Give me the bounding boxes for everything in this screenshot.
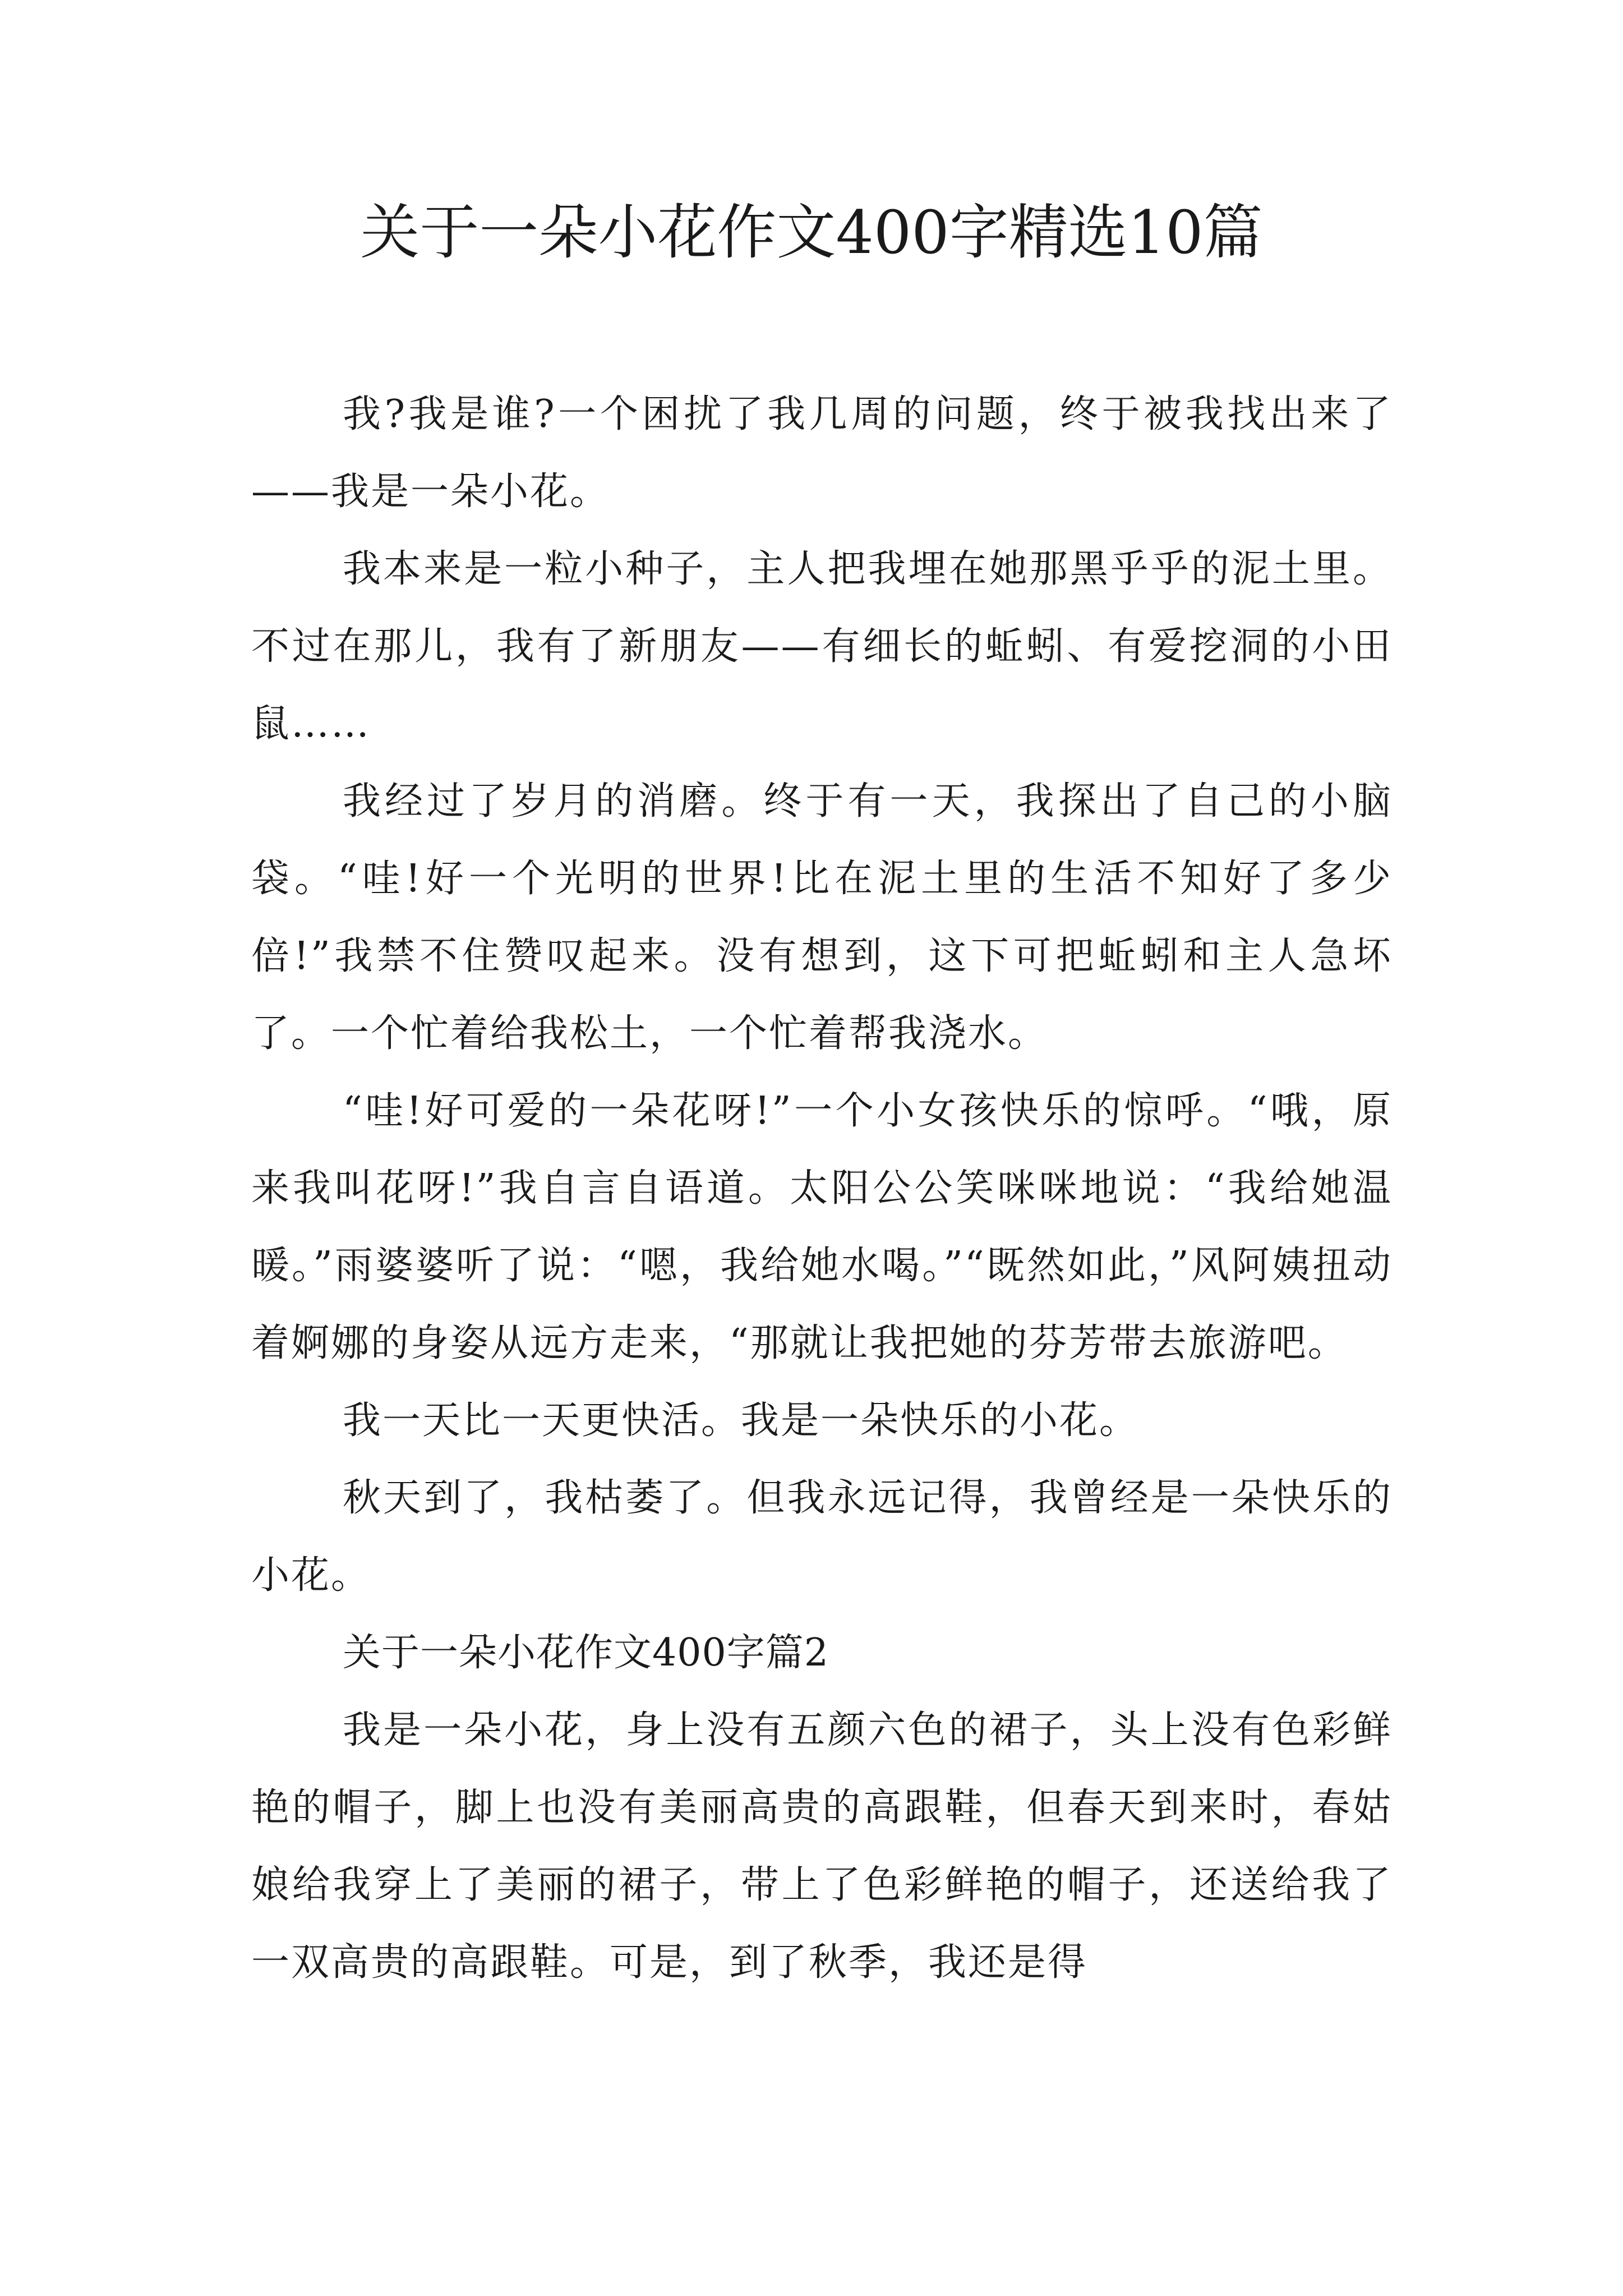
paragraph: 我?我是谁?一个困扰了我几周的问题，终于被我找出来了——我是一朵小花。 (251, 392, 1393, 514)
paragraph: 我一天比一天更快活。我是一朵快乐的小花。 (343, 1398, 1140, 1443)
section-heading: 关于一朵小花作文400字篇2 (343, 1631, 829, 1675)
document-body (251, 376, 1393, 2001)
paragraph: 我本来是一粒小种子，主人把我埋在她那黑乎乎的泥土里。不过在那儿，我有了新朋友——有细长的蚯蚓、有爱挖洞的小田鼠…… (251, 547, 1393, 746)
paragraph: 我是一朵小花，身上没有五颜六色的裙子，头上没有色彩鲜艳的帽子，脚上也没有美丽高贵的高跟鞋，但春天到来时，春姑娘给我穿上了美丽的裙子，带上了色彩鲜艳的帽子，还送给我了一双高贵的高跟鞋。可是，到了秋季，我还是得 (251, 1708, 1393, 1985)
document-title: 关于一朵小花作文400字精选10篇 (360, 198, 1263, 267)
paragraph: “哇!好可爱的一朵花呀!”一个小女孩快乐的惊呼。“哦，原来我叫花呀!”我自言自语道。太阳公公笑咪咪地说：“我给她温暖。”雨婆婆听了说：“嗯，我给她水喝。”“既然如此，”风阿姨扭动着婀娜的身姿从远方走来，“那就让我把她的芬芳带去旅游吧。 (251, 1089, 1393, 1365)
paragraph: 秋天到了，我枯萎了。但我永远记得，我曾经是一朵快乐的小花。 (251, 1476, 1393, 1598)
paragraph: 我经过了岁月的消磨。终于有一天，我探出了自己的小脑袋。“哇!好一个光明的世界!比在泥土里的生活不知好了多少倍!”我禁不住赞叹起来。没有想到，这下可把蚯蚓和主人急坏了。一个忙着给我松土，一个忙着帮我浇水。 (251, 779, 1393, 1056)
